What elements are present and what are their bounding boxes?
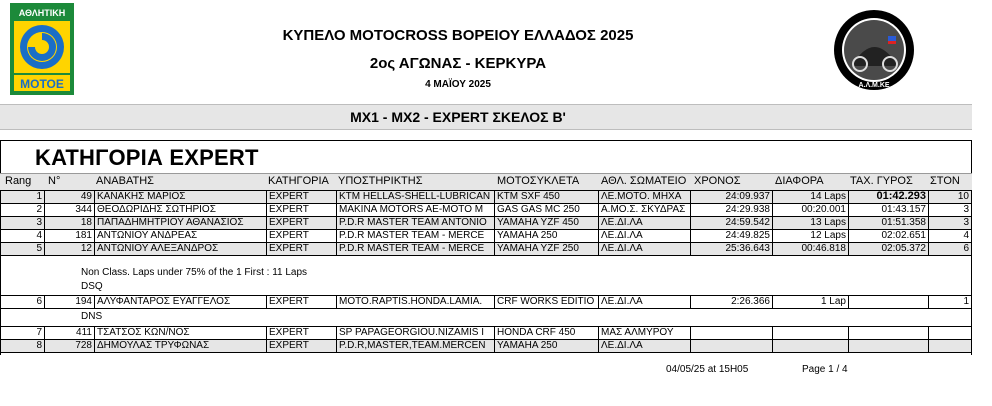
col-time: ΧΡΟΝΟΣ [694, 175, 741, 187]
cell-diff: 00:20.001 [772, 203, 848, 216]
cell-rider: ΔΗΜΟΥΛΑΣ ΤΡΥΦΩΝΑΣ [94, 339, 266, 352]
cell-lap: 6 [928, 242, 972, 255]
logo-left-top-text: ΑΘΛΗΤΙΚΗ [18, 8, 66, 18]
col-number: N° [48, 175, 61, 187]
cell-num: 344 [44, 203, 94, 216]
logo-left-bottom-text: ΜΟΤΟΕ [20, 77, 64, 91]
col-category: ΚΑΤΗΓΟΡΙΑ [268, 175, 329, 187]
cell-sponsor: KTM HELLAS-SHELL-LUBRICAN [336, 190, 494, 203]
cell-bike: CRF WORKS EDITIO [494, 295, 598, 308]
table-row [0, 203, 972, 216]
table-row [0, 339, 972, 352]
cell-cat: EXPERT [266, 229, 336, 242]
cell-club: ΛΕ.ΔΙ.ΛΑ [598, 229, 690, 242]
cell-rider: ΚΑΝΑΚΗΣ ΜΑΡΙΟΣ [94, 190, 266, 203]
cell-sponsor: MAKINA MOTORS AE-MOTO M [336, 203, 494, 216]
table-row [0, 242, 972, 255]
cell-rider: ΑΝΤΩΝΙΟΥ ΑΛΕΞΑΝΔΡΟΣ [94, 242, 266, 255]
cell-diff: 00:46.818 [772, 242, 848, 255]
cell-lap: 3 [928, 216, 972, 229]
dsq-label: DSQ [81, 281, 103, 292]
cell-time: 24:29.938 [690, 203, 772, 216]
col-sponsor: ΥΠΟΣΤΗΡΙΚΤΗΣ [338, 175, 423, 187]
event-date: 4 ΜΑΪΟΥ 2025 [425, 79, 491, 90]
category-title: ΚΑΤΗΓΟΡΙΑ EXPERT [35, 145, 259, 170]
cell-best [848, 326, 928, 339]
footer-page-number: Page 1 / 4 [802, 364, 848, 375]
cell-diff: 1 Lap [772, 295, 848, 308]
cell-num: 411 [44, 326, 94, 339]
cell-club: ΛΕ.ΔΙ.ΛΑ [598, 216, 690, 229]
cell-time: 2:26.366 [690, 295, 772, 308]
table-row [0, 229, 972, 242]
cell-rang: 7 [0, 326, 44, 339]
cell-rider: ΑΛΥΦΑΝΤΑΡΟΣ ΕΥΑΓΓΕΛΟΣ [94, 295, 266, 308]
cell-rider: ΘΕΟΔΩΡΙΔΗΣ ΣΩΤΗΡΙΟΣ [94, 203, 266, 216]
cell-bike: YAMAHA 250 [494, 339, 598, 352]
cell-time: 24:49.825 [690, 229, 772, 242]
cell-best [848, 339, 928, 352]
cell-diff: 12 Laps [772, 229, 848, 242]
cell-rider: ΠΑΠΑΔΗΜΗΤΡΙΟΥ ΑΘΑΝΑΣΙΟΣ [94, 216, 266, 229]
cell-rang: 5 [0, 242, 44, 255]
cell-num: 18 [44, 216, 94, 229]
cell-rang: 3 [0, 216, 44, 229]
cell-bike: YAMAHA YZF 450 [494, 216, 598, 229]
table-row [0, 295, 972, 308]
cell-time: 25:36.643 [690, 242, 772, 255]
cell-rang: 8 [0, 339, 44, 352]
table-row [0, 190, 972, 203]
cell-num: 12 [44, 242, 94, 255]
cell-diff: 14 Laps [772, 190, 848, 203]
cell-bike: GAS GAS MC 250 [494, 203, 598, 216]
cell-cat: EXPERT [266, 326, 336, 339]
cell-best: 01:43.157 [848, 203, 928, 216]
footer-timestamp: 04/05/25 at 15H05 [666, 364, 749, 375]
cell-lap: 10 [928, 190, 972, 203]
cell-sponsor: SP PAPAGEORGIOU.NIZAMIS I [336, 326, 494, 339]
cell-bike: YAMAHA 250 [494, 229, 598, 242]
cell-rider: ΑΝΤΩΝΙΟΥ ΑΝΔΡΕΑΣ [94, 229, 266, 242]
cell-cat: EXPERT [266, 190, 336, 203]
cell-rang: 4 [0, 229, 44, 242]
cell-club: Α.ΜΟ.Σ. ΣΚΥΔΡΑΣ [598, 203, 690, 216]
col-bike: ΜΟΤΟΣΥΚΛΕΤΑ [497, 175, 580, 187]
table-row [0, 326, 972, 339]
cell-cat: EXPERT [266, 295, 336, 308]
cell-rider: ΤΣΑΤΣΟΣ ΚΩΝ/ΝΟΣ [94, 326, 266, 339]
col-rang: Rang [5, 175, 32, 187]
col-rider: ΑΝΑΒΑΤΗΣ [96, 175, 154, 187]
cell-bike: KTM SXF 450 [494, 190, 598, 203]
cell-rang: 2 [0, 203, 44, 216]
cell-club: ΜΑΣ ΑΛΜΥΡΟΥ [598, 326, 690, 339]
cell-lap: 1 [928, 295, 972, 308]
session-band [0, 104, 972, 130]
cell-lap [928, 326, 972, 339]
cell-sponsor: P.D.R MASTER TEAM - MERCE [336, 242, 494, 255]
cell-time [690, 326, 772, 339]
cell-best: 01:42.293 [848, 190, 928, 203]
cell-num: 181 [44, 229, 94, 242]
cell-time: 24:59.542 [690, 216, 772, 229]
cell-cat: EXPERT [266, 242, 336, 255]
logo-right-abbr: Α.Λ.Μ.ΚΕ [858, 82, 890, 89]
col-club: ΑΘΛ. ΣΩΜΑΤΕΙΟ [601, 175, 687, 187]
cell-time: 24:09.937 [690, 190, 772, 203]
cell-best: 02:05.372 [848, 242, 928, 255]
cell-num: 728 [44, 339, 94, 352]
cell-diff [772, 326, 848, 339]
cell-best [848, 295, 928, 308]
col-diff: ΔΙΑΦΟΡΑ [775, 175, 824, 187]
cell-club: ΛΕ.ΜΟΤΟ. ΜΗΧΑ [598, 190, 690, 203]
session-title: MX1 - MX2 - EXPERT ΣΚΕΛΟΣ Β' [350, 109, 566, 125]
cell-bike: HONDA CRF 450 [494, 326, 598, 339]
event-title: ΚΥΠΕΛΟ MOTOCROSS ΒΟΡΕΙΟΥ ΕΛΛΑΔΟΣ 2025 [282, 27, 634, 44]
cell-time [690, 339, 772, 352]
cell-num: 194 [44, 295, 94, 308]
cell-rang: 1 [0, 190, 44, 203]
cell-cat: EXPERT [266, 216, 336, 229]
cell-rang: 6 [0, 295, 44, 308]
cell-club: ΛΕ.ΔΙ.ΛΑ [598, 242, 690, 255]
cell-lap [928, 339, 972, 352]
cell-sponsor: P.D.R,MASTER,TEAM.MERCEN [336, 339, 494, 352]
nonclass-note: Non Class. Laps under 75% of the 1 First : 11 Laps [81, 267, 308, 278]
cell-sponsor: MOTO.RAPTIS.HONDA.LAMIA. [336, 295, 494, 308]
cell-lap: 3 [928, 203, 972, 216]
cell-cat: EXPERT [266, 203, 336, 216]
cell-sponsor: P.D.R MASTER TEAM ANTONIO [336, 216, 494, 229]
cell-diff [772, 339, 848, 352]
cell-lap: 4 [928, 229, 972, 242]
col-on-lap: ΣΤΟΝ [930, 175, 960, 187]
cell-best: 02:02.651 [848, 229, 928, 242]
cell-diff: 13 Laps [772, 216, 848, 229]
cell-num: 49 [44, 190, 94, 203]
cell-sponsor: P.D.R MASTER TEAM - MERCE [336, 229, 494, 242]
column-header-row [0, 173, 972, 191]
cell-club: ΛΕ.ΔΙ.ΛΑ [598, 339, 690, 352]
cell-club: ΛΕ.ΔΙ.ΛΑ [598, 295, 690, 308]
dns-label: DNS [81, 311, 103, 322]
cell-bike: YAMAHA YZF 250 [494, 242, 598, 255]
event-subtitle: 2ος ΑΓΩΝΑΣ - ΚΕΡΚΥΡΑ [369, 55, 547, 72]
table-row [0, 216, 972, 229]
col-best-lap: ΤΑΧ. ΓΥΡΟΣ [850, 175, 913, 187]
cell-best: 01:51.358 [848, 216, 928, 229]
cell-cat: EXPERT [266, 339, 336, 352]
